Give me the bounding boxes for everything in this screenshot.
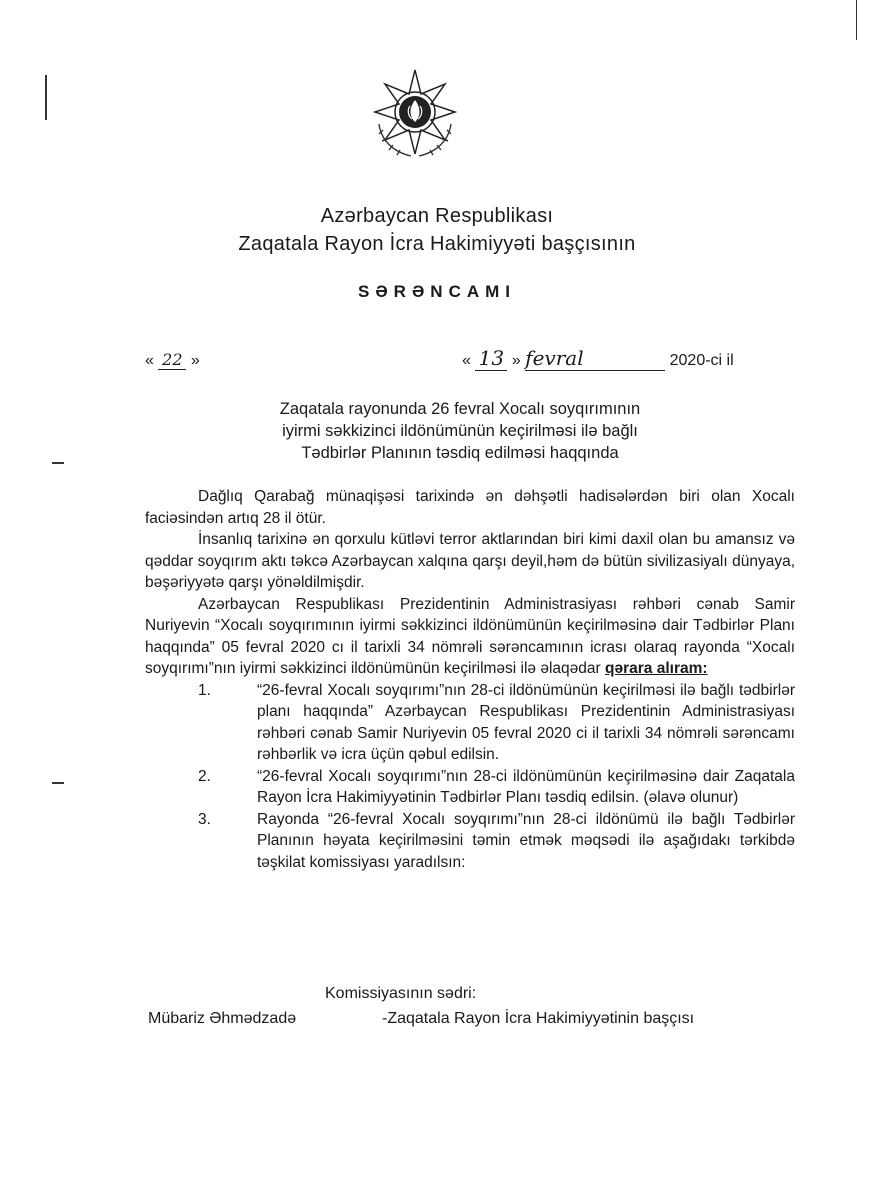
paragraph-2: İnsanlıq tarixinə ən qorxulu kütləvi terror aktlarından biri kimi daxil olan bu amansız və qəddar soyqırım aktı təkcə Azərbaycan xalqına qarşı deyil,həm də bütün sivilizasiyalı dünyaya, bəşəriyyətə qarşı yönəldilmişdir.: [145, 531, 795, 591]
date-month: fevral: [525, 346, 665, 371]
scan-mark: [52, 782, 64, 784]
order-number-value: 22: [158, 350, 186, 370]
scan-mark: [52, 462, 64, 464]
list-item: 1. “26-fevral Xocalı soyqırımı”nın 28-ci ildönümünün keçirilməsi ilə bağlı tədbirlər planı haqqında” Azərbaycan Respublikası Prezidentinin Administrasiyası rəhbəri cənab Samir Nuriyevin 05 fevral 2020 ci il tarixli 34 nömrəli sərəncamı rəhbərlik və icra üçün qəbul edilsin.: [198, 681, 795, 763]
header-republic: Azərbaycan Respublikası: [320, 205, 554, 227]
date-year: 2020-ci il: [669, 352, 734, 369]
commission-chair-name: Mübariz Əhmədzadə: [148, 1010, 297, 1027]
paragraph-1: Dağlıq Qarabağ münaqişəsi tarixində ən dəhşətli hadisələrdən biri olan Xocalı faciəsindən artıq 28 il ötür.: [145, 488, 795, 527]
state-emblem: [365, 62, 465, 162]
scan-mark: [856, 0, 857, 40]
order-number: « 22 »: [145, 350, 200, 369]
commission-chair-role: -Zaqatala Rayon İcra Hakimiyyətinin başçısı: [382, 1010, 695, 1027]
scan-mark: [45, 75, 47, 120]
order-body: [145, 486, 795, 873]
decision-phrase: qərara alıram:: [605, 660, 708, 677]
date-day: 13: [475, 346, 507, 371]
order-subject: Zaqatala rayonunda 26 fevral Xocalı soyqırımının iyirmi səkkizinci ildönümünün keçirilməsi ilə bağlı Tədbirlər Planının təsdiq edilməsi haqqında: [279, 400, 641, 462]
document-type: SƏRƏNCAMI: [357, 282, 517, 301]
list-item: 3. Rayonda “26-fevral Xocalı soyqırımı”nın 28-ci ildönümü ilə bağlı Tədbirlər Planının həyata keçirilməsini təmin etmək məqsədi ilə aşağıdakı tərkibdə təşkilat komissiyası yaradılsın:: [198, 810, 795, 871]
commission-title: Komissiyasının sədri:: [325, 985, 477, 1002]
order-date: « 13 » fevral 2020-ci il: [462, 346, 734, 370]
list-item: 2. “26-fevral Xocalı soyqırımı”nın 28-ci ildönümünün keçirilməsinə dair Zaqatala Rayon İcra Hakimiyyətinin Tədbirlər Planı təsdiq edilsin. (əlavə olunur): [198, 767, 795, 806]
paragraph-3: Azərbaycan Respublikası Prezidentinin Administrasiyası rəhbəri cənab Samir Nuriyevin “Xocalı soyqırımının iyirmi səkkizinci ildönümünün keçirilməsinə dair Tədbirlər Planı haqqında” 05 fevral 2020 cı il tarixli 34 nömrəli sərəncamının icrası olaraq rayonda “Xocalı soyqırımı”nın iyirmi səkkizinci ildönümünün keçirilməsi ilə əlaqədar qərara alıram:: [145, 595, 795, 677]
header-authority: Zaqatala Rayon İcra Hakimiyyəti başçısının: [238, 233, 636, 255]
